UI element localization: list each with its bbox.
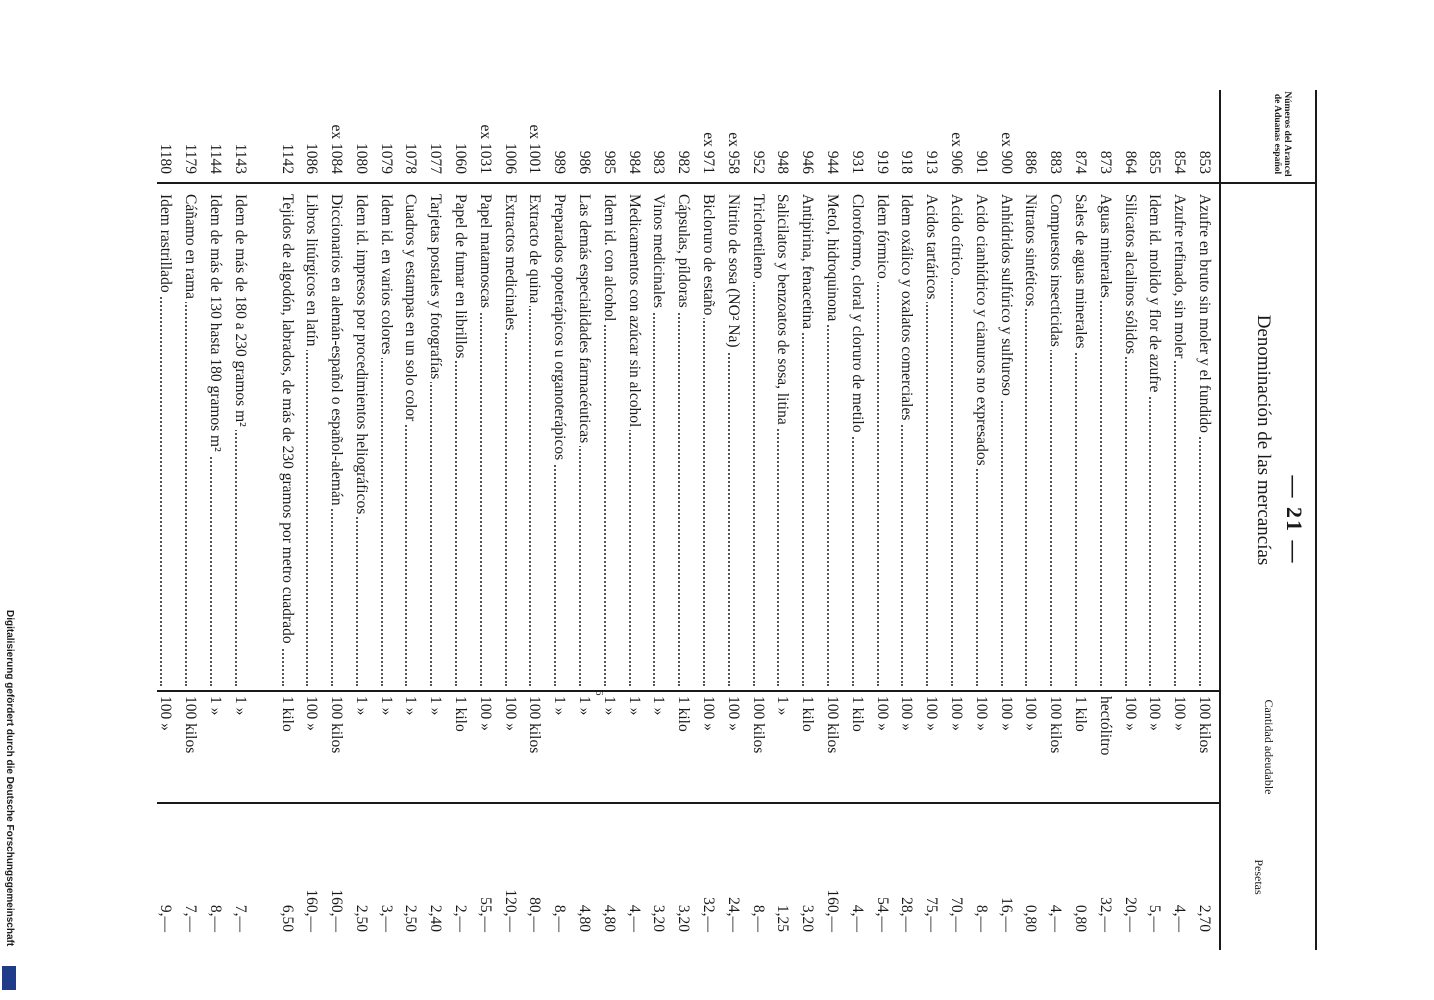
table-row — [769, 90, 794, 950]
duty-pesetas: 160,— — [824, 889, 842, 932]
arancel-number: 946 — [799, 150, 817, 174]
table-row — [843, 90, 868, 950]
merchandise-label: Papel matamoscas — [477, 194, 494, 311]
table-row — [992, 90, 1017, 950]
merchandise-name — [922, 194, 940, 686]
arancel-number: 874 — [1072, 150, 1090, 174]
quantity-unit: 100 » — [1146, 696, 1164, 731]
quantity-unit: 1 » — [625, 696, 643, 716]
table-row — [521, 90, 546, 950]
quantity-unit: 100 » — [476, 696, 494, 731]
merchandise-label: Acido cianhídrico y cianuros no expresados — [973, 194, 990, 469]
arancel-number: 913 — [923, 150, 941, 174]
quantity-unit: 100 » — [898, 696, 916, 731]
duty-pesetas: 1,25 — [774, 904, 792, 932]
merchandise-label: Extracto de quina — [526, 194, 543, 306]
merchandise-name — [327, 194, 345, 686]
table-row — [942, 90, 967, 950]
duty-pesetas: 3,20 — [650, 904, 668, 932]
merchandise-label: Cuadros y estampas en un solo color — [403, 194, 420, 424]
duty-pesetas: 70,— — [948, 897, 966, 932]
merchandise-name — [1071, 194, 1089, 686]
merchandise-label: Silicatos alcalinos sólidos — [1122, 194, 1139, 357]
merchandise-name — [972, 194, 990, 686]
table-row — [397, 90, 422, 950]
merchandise-label: Acidos tartáricos — [923, 194, 940, 302]
arancel-number: 855 — [1146, 150, 1164, 174]
header-rule — [1219, 90, 1221, 950]
table-row — [669, 90, 694, 950]
merchandise-label: Nitrito de sosa (NO² Na) — [725, 194, 742, 351]
table-row — [893, 90, 918, 950]
quantity-unit: 1 kilo — [1072, 696, 1090, 732]
merchandise-name — [724, 194, 742, 686]
merchandise-name — [997, 194, 1015, 686]
table-row — [322, 90, 347, 950]
duty-pesetas: 7,— — [182, 904, 200, 932]
duty-pesetas: 2,50 — [352, 904, 370, 932]
duty-pesetas: 4,80 — [600, 904, 618, 932]
duty-pesetas: 7,— — [231, 904, 249, 932]
quantity-unit: 1 » — [551, 696, 569, 716]
duty-pesetas: 9,— — [157, 904, 175, 932]
merchandise-name — [352, 194, 370, 686]
table-row — [372, 90, 397, 950]
merchandise-label: Idem oxálico y oxalatos comerciales — [898, 194, 915, 423]
merchandise-label: Azufre en bruto sin moler y el fundido — [1196, 194, 1213, 436]
duty-pesetas: 4,— — [848, 904, 866, 932]
merchandise-name — [848, 194, 866, 686]
merchandise-name — [501, 194, 519, 686]
table-row — [1165, 90, 1190, 950]
table-row — [152, 90, 177, 950]
table-row — [917, 90, 942, 950]
arancel-number: ex 906 — [948, 132, 966, 174]
merchandise-label: Compuestos insecticidas — [1047, 194, 1064, 350]
table-row — [446, 90, 471, 950]
arancel-number: ex 900 — [997, 132, 1015, 174]
duty-pesetas: 160,— — [303, 889, 321, 932]
merchandise-label: Idem id. impresos por procedimientos heliográficos — [353, 194, 370, 517]
quantity-unit: 100 » — [303, 696, 321, 731]
dfg-funding-text: Digitalisierung gefördert durch die Deutsche Forschungsgemeinschaft — [4, 610, 15, 947]
arancel-number: 952 — [749, 150, 767, 174]
merchandise-name — [1021, 194, 1039, 686]
table-row — [471, 90, 496, 950]
arancel-number: 931 — [848, 150, 866, 174]
arancel-number: 853 — [1196, 150, 1213, 174]
duty-pesetas: 0,80 — [1022, 904, 1040, 932]
arancel-number: ex 1001 — [526, 124, 544, 174]
quantity-unit: 100 » — [997, 696, 1015, 731]
duty-pesetas: 75,— — [923, 897, 941, 932]
merchandise-label: Idem id. molido y flor de azufre — [1146, 194, 1163, 395]
arancel-number: 1086 — [303, 143, 321, 174]
quantity-unit: 100 kilos — [749, 696, 767, 754]
dfg-funding-note — [3, 610, 17, 1000]
merchandise-name — [1170, 194, 1188, 686]
quantity-unit: 1 » — [206, 696, 224, 716]
header-cantidad: Cantidad adeudable — [1262, 699, 1276, 795]
signature-mark: 6 — [593, 690, 605, 696]
duty-pesetas: 2,70 — [1196, 904, 1213, 932]
arancel-number: 886 — [1022, 150, 1040, 174]
tariff-table-rows — [152, 90, 1215, 950]
quantity-unit: 100 » — [157, 696, 175, 731]
table-row — [1017, 90, 1042, 950]
table-row — [422, 90, 447, 950]
merchandise-label: Idem fórmico — [874, 194, 891, 282]
arancel-number: ex 971 — [700, 132, 718, 174]
quantity-unit: 1 kilo — [848, 696, 866, 732]
merchandise-name — [206, 194, 224, 686]
merchandise-name — [897, 194, 915, 686]
merchandise-name — [600, 194, 618, 686]
quantity-unit: 1 » — [402, 696, 420, 716]
duty-pesetas: 2,— — [452, 904, 470, 932]
merchandise-name — [674, 194, 692, 686]
merchandise-name — [873, 194, 891, 686]
quantity-unit: 100 kilos — [1196, 696, 1213, 754]
table-row — [1091, 90, 1116, 950]
merchandise-label: Cápsulas, píldoras — [675, 194, 692, 311]
arancel-number: 883 — [1047, 150, 1065, 174]
merchandise-label: Extractos medicinales — [502, 194, 519, 333]
arancel-number: 989 — [551, 150, 569, 174]
merchandise-label: Vinos medicinales — [650, 194, 667, 311]
quantity-unit: 100 kilos — [328, 696, 346, 754]
duty-pesetas: 4,80 — [576, 904, 594, 932]
merchandise-name — [278, 194, 296, 686]
merchandise-name — [402, 194, 420, 686]
dfg-logo — [2, 966, 16, 990]
merchandise-name — [823, 194, 841, 686]
duty-pesetas: 4,— — [625, 904, 643, 932]
table-row — [1141, 90, 1166, 950]
table-row — [273, 90, 298, 950]
duty-pesetas: 32,— — [700, 897, 718, 932]
arancel-number: 1142 — [278, 143, 296, 174]
merchandise-label: Tarjetas postales y fotografías — [427, 194, 444, 382]
merchandise-label: Idem de más de 130 hasta 180 gramos m² — [207, 194, 224, 455]
table-row — [744, 90, 769, 950]
merchandise-name — [156, 194, 174, 686]
merchandise-label: Idem de más de 180 a 230 gramos m² — [232, 194, 249, 430]
arancel-number: ex 958 — [724, 132, 742, 174]
quantity-unit: 100 kilos — [1047, 696, 1065, 754]
table-row — [570, 90, 595, 950]
quantity-unit: hectólitro — [1096, 696, 1114, 756]
duty-pesetas: 54,— — [873, 897, 891, 932]
table-row — [496, 90, 521, 950]
table-row — [1041, 90, 1066, 950]
merchandise-name — [1046, 194, 1064, 686]
arancel-number: 983 — [650, 150, 668, 174]
table-row — [868, 90, 893, 950]
quantity-unit: 100 » — [972, 696, 990, 731]
merchandise-name — [749, 194, 767, 686]
quantity-unit: 1 kilo — [452, 696, 470, 732]
quantity-unit: 100 » — [948, 696, 966, 731]
arancel-number: 1080 — [352, 143, 370, 174]
quantity-unit: 1 » — [774, 696, 792, 716]
duty-pesetas: 8,— — [206, 904, 224, 932]
merchandise-name — [1096, 194, 1114, 686]
table-row — [226, 90, 251, 950]
duty-pesetas: 6,50 — [278, 904, 296, 932]
table-row — [967, 90, 992, 950]
quantity-unit: 100 kilos — [824, 696, 842, 754]
table-row — [1190, 90, 1215, 950]
merchandise-label: Libros litúrgicos en latín — [303, 194, 320, 350]
header-denominacion: Denominación de las mercancías — [1253, 314, 1274, 566]
duty-pesetas: 4,— — [1047, 904, 1065, 932]
duty-pesetas: 8,— — [972, 904, 990, 932]
merchandise-name — [377, 194, 395, 686]
quantity-unit: 100 » — [724, 696, 742, 731]
arancel-number: ex 1084 — [328, 124, 346, 174]
merchandise-label: Sales de aguas minerales — [1072, 194, 1089, 352]
merchandise-label: Salicilatos y benzoatos de sosa, litina — [774, 194, 791, 428]
arancel-number: 854 — [1171, 150, 1189, 174]
quantity-unit: 100 » — [1121, 696, 1139, 731]
merchandise-name — [550, 194, 568, 686]
duty-pesetas: 0,80 — [1072, 904, 1090, 932]
merchandise-label: Idem id. en varios colores — [378, 194, 395, 358]
merchandise-label: Preparados opoterápicos u organoterápicos — [551, 194, 568, 463]
merchandise-name — [1121, 194, 1139, 686]
duty-pesetas: 4,— — [1171, 904, 1189, 932]
table-row — [176, 90, 201, 950]
merchandise-label: Acido cítrico — [948, 194, 965, 278]
merchandise-label: Azufre refinado, sin moler — [1171, 194, 1188, 361]
table-row — [1116, 90, 1141, 950]
merchandise-name — [476, 194, 494, 686]
arancel-number: 986 — [576, 150, 594, 174]
quantity-unit: 1 » — [576, 696, 594, 716]
quantity-unit: 100 » — [873, 696, 891, 731]
quantity-unit: 1 » — [377, 696, 395, 716]
quantity-unit: 100 » — [1171, 696, 1189, 731]
merchandise-label: Cloroformo, cloral y cloruro de metilo — [849, 194, 866, 435]
arancel-number: 1143 — [231, 143, 249, 174]
top-rule — [1315, 90, 1317, 950]
arancel-number: 985 — [600, 150, 618, 174]
merchandise-label: Metol, hidroquinona — [824, 194, 841, 324]
page-number: — 21 — — [1282, 475, 1307, 565]
arancel-number: 984 — [625, 150, 643, 174]
table-row — [793, 90, 818, 950]
arancel-number: 944 — [824, 150, 842, 174]
arancel-number: 1077 — [427, 143, 445, 174]
arancel-number: 864 — [1121, 150, 1139, 174]
duty-pesetas: 2,50 — [402, 904, 420, 932]
table-row — [347, 90, 372, 950]
merchandise-name — [649, 194, 667, 686]
rotated-document-page — [157, 90, 1317, 950]
table-row — [1066, 90, 1091, 950]
merchandise-name — [302, 194, 320, 686]
arancel-number: ex 1031 — [476, 124, 494, 174]
duty-pesetas: 80,— — [526, 897, 544, 932]
merchandise-label: Cáñamo en rama — [182, 194, 199, 302]
duty-pesetas: 3,— — [377, 904, 395, 932]
arancel-number: 1078 — [402, 143, 420, 174]
table-row — [620, 90, 645, 950]
duty-pesetas: 16,— — [997, 897, 1015, 932]
arancel-number: 1179 — [182, 143, 200, 174]
table-row — [694, 90, 719, 950]
table-row — [545, 90, 570, 950]
merchandise-name — [525, 194, 543, 686]
merchandise-label: Diccionarios en alemán-español o español-alemán — [328, 194, 345, 509]
merchandise-name — [451, 194, 469, 686]
merchandise-name — [575, 194, 593, 686]
arancel-number: 1144 — [206, 143, 224, 174]
duty-pesetas: 2,40 — [427, 904, 445, 932]
quantity-unit: 1 kilo — [799, 696, 817, 732]
table-row — [201, 90, 226, 950]
table-row — [595, 90, 620, 950]
merchandise-label: Tejidos de algodón, labrados, de más de 230 gramos por metro cuadrado — [279, 194, 296, 647]
merchandise-label: Medicamentos con azúcar sin alcohol — [626, 194, 643, 430]
arancel-number: 918 — [898, 150, 916, 174]
duty-pesetas: 120,— — [501, 889, 519, 932]
duty-pesetas: 160,— — [328, 889, 346, 932]
merchandise-name — [947, 194, 965, 686]
arancel-number: 919 — [873, 150, 891, 174]
quantity-unit: 100 » — [700, 696, 718, 731]
arancel-number: 1060 — [452, 143, 470, 174]
quantity-unit: 100 kilos — [182, 696, 200, 754]
merchandise-name — [699, 194, 717, 686]
arancel-number: 1180 — [157, 143, 175, 174]
merchandise-label: Papel de fumar en librillos — [452, 194, 469, 361]
arancel-number: 982 — [675, 150, 693, 174]
header-pesetas: Pesetas — [1252, 859, 1266, 895]
merchandise-label: Las demás especialidades farmacéuticas — [576, 194, 593, 446]
duty-pesetas: 32,— — [1096, 897, 1114, 932]
merchandise-label: Idem rastrillado — [157, 194, 174, 296]
duty-pesetas: 8,— — [551, 904, 569, 932]
merchandise-name — [426, 194, 444, 686]
table-row — [818, 90, 843, 950]
merchandise-label: Idem id. con alcohol — [601, 194, 618, 324]
merchandise-name — [1195, 194, 1213, 686]
duty-pesetas: 5,— — [1146, 904, 1164, 932]
quantity-unit: 1 » — [427, 696, 445, 716]
duty-pesetas: 55,— — [476, 897, 494, 932]
arancel-number: 948 — [774, 150, 792, 174]
merchandise-name — [1145, 194, 1163, 686]
duty-pesetas: 28,— — [898, 897, 916, 932]
merchandise-name — [773, 194, 791, 686]
quantity-unit: 1 » — [650, 696, 668, 716]
quantity-unit: 1 » — [231, 696, 249, 716]
table-row — [719, 90, 744, 950]
arancel-number: 873 — [1096, 150, 1114, 174]
quantity-unit: 100 kilos — [526, 696, 544, 754]
merchandise-label: Bicloruro de estaño — [700, 194, 717, 318]
duty-pesetas: 24,— — [724, 897, 742, 932]
arancel-number: 1079 — [377, 143, 395, 174]
quantity-unit: 1 » — [352, 696, 370, 716]
merchandise-name — [231, 194, 249, 686]
merchandise-label: Nitratos sintéticos — [1022, 194, 1039, 309]
duty-pesetas: 3,20 — [675, 904, 693, 932]
merchandise-label: Aguas minerales — [1097, 194, 1114, 301]
quantity-unit: 100 » — [923, 696, 941, 731]
duty-pesetas: 8,— — [749, 904, 767, 932]
table-row — [645, 90, 670, 950]
quantity-unit: 1 kilo — [675, 696, 693, 732]
merchandise-label: Anhídridos sulfúrico y sulfuroso — [998, 194, 1015, 399]
quantity-unit: 1 kilo — [278, 696, 296, 732]
arancel-number: 901 — [972, 150, 990, 174]
merchandise-label: Antipirina, fenacetina — [799, 194, 816, 332]
quantity-unit: 100 » — [1022, 696, 1040, 731]
merchandise-name — [625, 194, 643, 686]
merchandise-label: Tricloretileno — [750, 194, 767, 282]
duty-pesetas: 20,— — [1121, 897, 1139, 932]
merchandise-name — [798, 194, 816, 686]
quantity-unit: 1 » — [600, 696, 618, 716]
quantity-unit: 100 » — [501, 696, 519, 731]
duty-pesetas: 3,20 — [799, 904, 817, 932]
merchandise-name — [181, 194, 199, 686]
header-numeros: Números del Arancel de Aduanas español — [1272, 91, 1292, 177]
table-row — [298, 90, 323, 950]
arancel-number: 1006 — [501, 143, 519, 174]
